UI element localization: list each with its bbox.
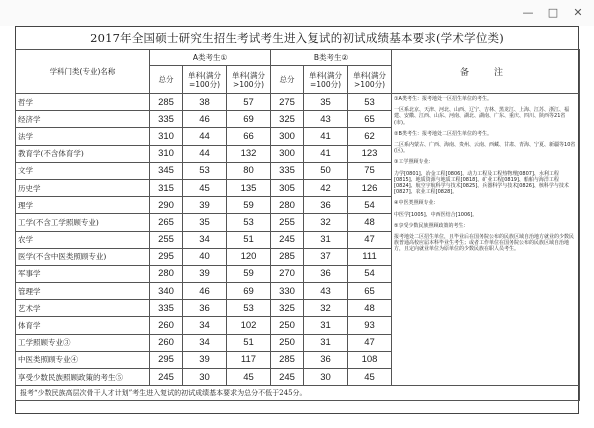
a-total-score: 345 [150,162,183,179]
b-single-low-score: 43 [304,283,348,300]
a-total-score: 280 [150,265,183,282]
a-single-high-score: 135 [227,179,271,196]
b-single-low-score: 43 [304,111,348,128]
subject-name: 经济学 [16,111,150,128]
b-single-high-score: 65 [348,283,392,300]
a-single-high-score: 120 [227,248,271,265]
a-single-low-score: 46 [183,111,227,128]
a-single-low-score: 39 [183,351,227,368]
subject-header: 学科门类(专业)名称 [16,50,150,94]
note-item: ②B类考生：报考地处二区招生单位的考生。 [394,130,492,137]
a-single-low-score: 39 [183,197,227,214]
b-single-high-score: 47 [348,231,392,248]
note-item: ④中医类照顾专业： [394,200,439,207]
score-table [15,49,580,401]
footer-note: 报考“少数民族高层次骨干人才计划”考生进入复试的初试成绩基本要求为总分不低于245分。 [16,386,580,401]
zone-a-header: A类考生① [150,50,271,66]
subject-name: 工学(不含工学照顾专业) [16,214,150,231]
b-total-score: 330 [271,283,304,300]
b-single-low-score: 31 [304,317,348,334]
subject-name: 中医类照顾专业④ [16,351,150,368]
b-single-low-header: 单科(满分=100分) [304,66,348,94]
subject-name: 哲学 [16,94,150,111]
window-titlebar [0,0,594,26]
a-single-low-score: 40 [183,248,227,265]
a-single-high-score: 45 [227,369,271,386]
b-single-high-score: 111 [348,248,392,265]
b-single-low-score: 35 [304,94,348,111]
b-total-score: 250 [271,317,304,334]
subject-name: 体育学 [16,317,150,334]
b-single-low-score: 50 [304,162,348,179]
b-single-low-score: 41 [304,145,348,162]
a-single-low-score: 35 [183,214,227,231]
subject-name: 军事学 [16,265,150,282]
subject-name: 享受少数民族照顾政策的考生⑤ [16,369,150,386]
a-single-high-score: 132 [227,145,271,162]
a-single-high-score: 51 [227,231,271,248]
a-total-score: 260 [150,317,183,334]
b-single-high-score: 54 [348,265,392,282]
b-total-header: 总分 [271,66,304,94]
a-single-high-score: 57 [227,94,271,111]
note-item: 中医学[1005]、中西医结合[1006]。 [394,211,478,218]
subject-name: 历史学 [16,179,150,196]
b-single-low-score: 32 [304,214,348,231]
b-single-high-score: 75 [348,162,392,179]
zone-b-header: B类考生② [271,50,392,66]
b-single-high-score: 123 [348,145,392,162]
b-single-high-score: 108 [348,351,392,368]
b-single-high-score: 48 [348,300,392,317]
b-total-score: 300 [271,128,304,145]
a-single-high-score: 80 [227,162,271,179]
b-single-low-score: 36 [304,351,348,368]
a-total-score: 285 [150,94,183,111]
subject-name: 医学(不含中医类照顾专业) [16,248,150,265]
a-single-low-score: 34 [183,334,227,351]
a-total-score: 255 [150,231,183,248]
a-single-high-header: 单科(满分>100分) [227,66,271,94]
b-single-low-score: 41 [304,128,348,145]
a-single-high-score: 66 [227,128,271,145]
note-item: 报考地处二区招生单位，且毕业后在国务院公布的民族区域自治地方就业的少数民族普通高校应届本科毕业生考生；或者工作单位在国务院公布的民族区域自治地方，且定向就业单位为原单位的少数民族在职人员考生。 [394,234,575,253]
b-single-high-score: 53 [348,94,392,111]
a-total-score: 335 [150,111,183,128]
subject-name: 法学 [16,128,150,145]
remarks-header: 备 注 [392,50,580,94]
table-row [16,94,580,111]
b-total-score: 280 [271,197,304,214]
a-total-score: 245 [150,369,183,386]
maximize-button[interactable]: □ [547,6,559,19]
a-single-low-score: 36 [183,300,227,317]
close-button[interactable]: ✕ [573,6,583,19]
a-total-score: 310 [150,128,183,145]
b-single-high-score: 93 [348,317,392,334]
b-total-score: 245 [271,369,304,386]
b-single-low-score: 30 [304,369,348,386]
a-single-low-score: 44 [183,128,227,145]
note-item: 一区系北京、天津、河北、山西、辽宁、吉林、黑龙江、上海、江苏、浙江、福建、安徽、江西、山东、河南、湖北、湖南、广东、重庆、四川、陕西等21省(市)。 [394,107,570,126]
b-single-high-score: 62 [348,128,392,145]
b-single-low-score: 36 [304,265,348,282]
a-total-score: 290 [150,197,183,214]
footer-row [16,386,580,401]
note-item: 二区系内蒙古、广西、海南、贵州、云南、西藏、甘肃、青海、宁夏、新疆等10省(区)。 [394,142,576,155]
b-single-low-score: 31 [304,231,348,248]
b-single-high-score: 54 [348,197,392,214]
a-single-high-score: 69 [227,111,271,128]
subject-name: 艺术学 [16,300,150,317]
b-total-score: 255 [271,214,304,231]
b-single-low-score: 42 [304,179,348,196]
minimize-button[interactable]: — [522,6,534,19]
a-total-score: 295 [150,248,183,265]
a-single-low-header: 单科(满分=100分) [183,66,227,94]
subject-name: 文学 [16,162,150,179]
score-document [15,26,579,414]
a-total-score: 260 [150,334,183,351]
a-single-high-score: 102 [227,317,271,334]
b-total-score: 325 [271,300,304,317]
a-single-high-score: 51 [227,334,271,351]
a-single-high-score: 53 [227,214,271,231]
a-single-low-score: 30 [183,369,227,386]
b-single-high-score: 126 [348,179,392,196]
b-single-high-score: 45 [348,369,392,386]
b-total-score: 270 [271,265,304,282]
a-total-score: 315 [150,179,183,196]
b-total-score: 325 [271,111,304,128]
a-single-high-score: 117 [227,351,271,368]
a-single-low-score: 53 [183,162,227,179]
b-total-score: 335 [271,162,304,179]
a-single-low-score: 38 [183,94,227,111]
b-total-score: 300 [271,145,304,162]
a-single-high-score: 69 [227,283,271,300]
b-single-high-score: 47 [348,334,392,351]
b-single-high-score: 48 [348,214,392,231]
subject-name: 教育学(不含体育学) [16,145,150,162]
b-total-score: 285 [271,351,304,368]
b-total-score: 245 [271,231,304,248]
b-single-high-score: 65 [348,111,392,128]
subject-name: 理学 [16,197,150,214]
a-single-low-score: 34 [183,231,227,248]
score-rows [16,94,580,401]
subject-name: 管理学 [16,283,150,300]
a-single-high-score: 53 [227,300,271,317]
a-total-score: 310 [150,145,183,162]
note-item: 力学[0801]、冶金工程[0806]、动力工程及工程热物理[0807]、水利工程[0815]、地质资源与地质工程[0818]、矿业工程[0819]、船舶与海洋工程[0824]、航空宇航科学与技术[0825]、兵器科学与技术[0826]、核科学与技术[0827]、农业工程[0828]。 [394,170,569,196]
a-single-low-score: 34 [183,317,227,334]
b-single-low-score: 36 [304,197,348,214]
a-total-header: 总分 [150,66,183,94]
b-total-score: 250 [271,334,304,351]
b-single-low-score: 37 [304,248,348,265]
a-total-score: 265 [150,214,183,231]
note-item: ③工学照顾专业： [394,159,434,166]
a-single-low-score: 44 [183,145,227,162]
a-single-low-score: 46 [183,283,227,300]
subject-name: 农学 [16,231,150,248]
b-total-score: 285 [271,248,304,265]
a-total-score: 335 [150,300,183,317]
a-single-low-score: 45 [183,179,227,196]
b-single-high-header: 单科(满分>100分) [348,66,392,94]
note-item: ①A类考生：报考地处一区招生单位的考生。 [394,96,492,102]
b-single-low-score: 31 [304,334,348,351]
subject-name: 工学照顾专业③ [16,334,150,351]
a-single-high-score: 59 [227,265,271,282]
b-total-score: 305 [271,179,304,196]
b-total-score: 275 [271,94,304,111]
note-item: ⑤享受少数民族照顾政策的考生： [394,222,469,229]
document-title: 2017年全国硕士研究生招生考试考生进入复试的初试成绩基本要求(学术学位类) [16,27,578,50]
a-single-low-score: 39 [183,265,227,282]
a-total-score: 340 [150,283,183,300]
remarks-notes [392,94,580,386]
b-single-low-score: 32 [304,300,348,317]
a-total-score: 295 [150,351,183,368]
a-single-high-score: 59 [227,197,271,214]
